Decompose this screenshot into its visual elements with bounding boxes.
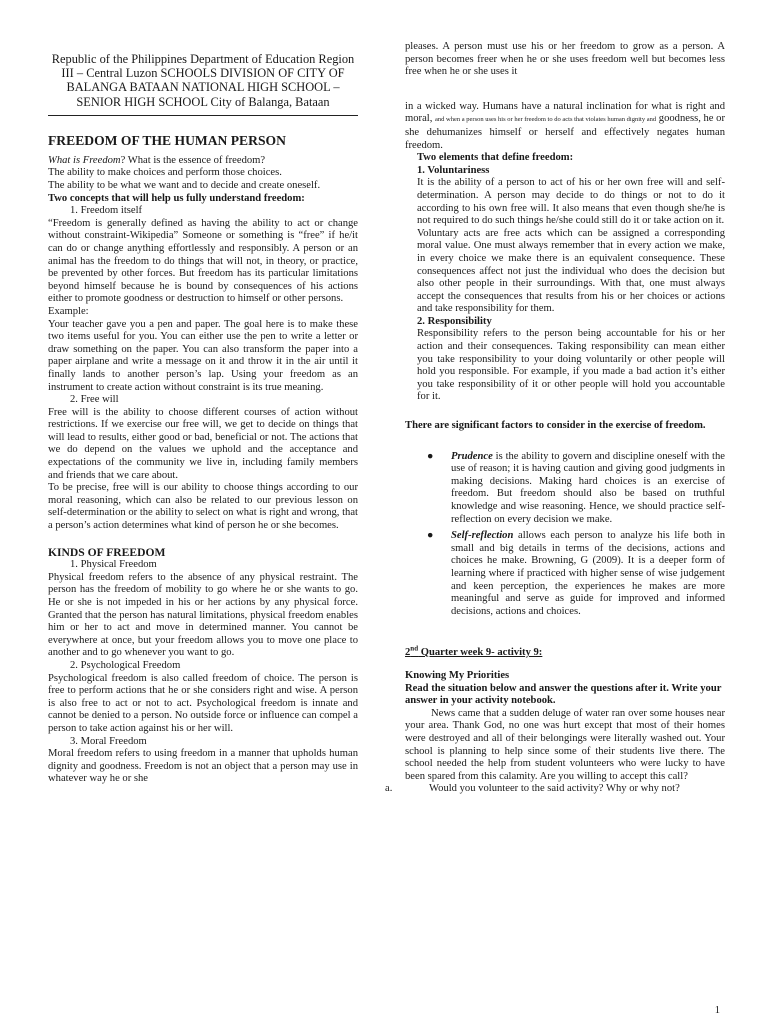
question-a (385, 783, 725, 796)
responsibility-paragraph: Responsibility refers to the person being accountable for his or her action and their consequences. Taking responsibility can mean either you take responsibility to your doing voluntarily or other people will hold you responsible. For example, if you made a bad action it’s either you take responsibility of it or other people will hold you accountable for it. (417, 328, 725, 403)
wicked-text-small: and when a person uses his or her freedom to do acts that violates human dignity and (435, 116, 657, 124)
school-header: Republic of the Philippines Department of Education Region III – Central Luzon SCHOOLS DIVISION OF CITY OF BALANGA BATAAN NATIONAL HIGH SCHOOL – SENIOR HIGH SCHOOL City of Balanga, Bataan (51, 52, 355, 109)
bullet-dot: ● (427, 530, 434, 542)
elements-block (405, 152, 725, 404)
wicked-text-b: goodness, he or she dehumanizes himself or herself and effectively negates human freedom. (405, 113, 725, 151)
prudence-term: Prudence (451, 450, 493, 462)
two-concepts-heading: Two concepts that will help us fully understand freedom: (48, 192, 305, 204)
knowing-heading: Knowing My Priorities (405, 670, 510, 682)
voluntariness-paragraph-1: It is the ability of a person to act of his or her own free will and self-determination. A person may decide to do things or not to do it according to his own free will. It also means that even though she/he is not required to do such things he/she could still do it or take action on it. (417, 177, 725, 227)
concept-free-will: 2. Free will (70, 394, 119, 406)
free-will-paragraph-2: To be precise, free will is our ability to choose things according to our moral reasoning, which can also be related to our previous lesson on self-determination or the ability to select on what is right and wrong, that a person’s action determines what kind of person he or she becomes. (48, 482, 358, 532)
freedom-question (48, 155, 358, 168)
situation-paragraph: News came that a sudden deluge of water ran over some houses near your area. Thank God, no one was hurt except that most of their homes were destroyed and all of their belongings were literally washed out. Your school is planning to help since some of their students live there. The school needed the help from student volunteers who were lucky to have been spared from this calamity. Are you willing to accept this call? (405, 707, 725, 782)
prudence-text: is the ability to govern and discipline oneself with the use of reason; it is having caution and giving good judgments in making decisions. Making hard choices is an exercise of freedom. But freedom should also be based on truthful knowledge and wise reasoning. Hence, we should practice self-reflection on every decision we make. (451, 450, 725, 525)
physical-paragraph: Physical freedom refers to the absence of any physical restraint. The person has the freedom of mobility to go where he or she wants to go. He or she is not impeded in his or her actions by any physical force. Granted that the person has natural limitations, physical freedom enables him or her to act and move in determined manner. You cannot be everywhere at once, but your freedom allows you to move one place to another and to go whenever you want to go. (48, 571, 358, 659)
page-number: 1 (714, 1005, 720, 1016)
kind-moral: 3. Moral Freedom (70, 735, 147, 747)
bullet-dot: ● (427, 450, 434, 462)
element-responsibility: 2. Responsibility (417, 315, 492, 327)
example-label: Example: (48, 305, 89, 317)
kind-psychological: 2. Psychological Freedom (70, 659, 181, 671)
activity-num: 2 (405, 646, 411, 658)
freedom-itself-paragraph: “Freedom is generally defined as having the ability to act or change without constraint-Wikipedia” Someone or something is “free” if he/it can do or change anything effortlessly and responsibly. A person or an animal has the freedom to do things that will not, in theory, or practice, be prevented by other forces. But freedom has its particular limitations beyond himself because he is bound by consequences of his actions either to promote goodness or destruction to himself or other persons. (48, 217, 358, 305)
moral-paragraph: Moral freedom refers to using freedom in a manner that upholds human dignity and goodness. Freedom is not an object that a person may use in whatever way he or she (48, 748, 358, 785)
definition-2: The ability to be what we want and to decide and create oneself. (48, 180, 321, 191)
example-paragraph: Your teacher gave you a pen and paper. The goal here is to make these two items useful for you. You can either use the pen to write a letter or draw something on the paper. You can also transform the paper into a paper airplane and write a message on it and throw it in the air until it finally lands to another person’s lap. Using your freedom as an instrument to create action without constraint is its true meaning. (48, 318, 358, 393)
question-a-letter: a. (385, 783, 393, 795)
element-voluntariness: 1. Voluntariness (417, 164, 490, 176)
bullet-self-reflection (405, 530, 725, 618)
freedom-question-italic: What is Freedom (48, 154, 121, 166)
kinds-heading: KINDS OF FREEDOM (48, 545, 166, 559)
two-elements-heading: Two elements that define freedom: (417, 152, 574, 164)
activity-heading (405, 642, 725, 659)
factors-heading: There are significant factors to consider in the exercise of freedom. (405, 420, 706, 432)
definition-1: The ability to make choices and perform those choices. (48, 167, 282, 179)
left-column (48, 52, 358, 786)
voluntariness-paragraph-2: Voluntary acts are free acts which can be assigned a corresponding moral value. One must always remember that in every action we make, in every choice we make there is an equivalent consequence. These consequences affect not just the individual who does the decision but also other people in their surroundings. With that, one must always accept the consequences that results from his or her choices or actions and take responsibility for them. (417, 227, 725, 315)
freedom-question-rest: ? What is the essence of freedom? (120, 154, 266, 166)
self-reflection-text: allows each person to analyze his life both in small and big details in terms of the decisions, actions and choices he make. Browning, G (2009). It is a deeper form of learning where if practiced with higher sense of wise judgement and keen perception, the experiences he makes are more meaningful and serve as guide for improved and informed decisions, actions and choices. (451, 530, 725, 617)
activity-sup: nd (410, 644, 419, 653)
concept-freedom-itself: 1. Freedom itself (70, 205, 143, 217)
psychological-paragraph: Psychological freedom is also called freedom of choice. The person is free to perform actions that he or she considers right and wise. A person is also free to act or not to act. Psychological freedom is innate and cannot be denied to a person. No outside force or influence can compel a person to take action against his or her will. (48, 672, 358, 734)
wicked-text-a: in a wicked way. Humans have a natural inclination for what is right and moral, (405, 100, 725, 125)
question-a-text: Would you volunteer to the said activity? Why or why not? (429, 783, 680, 795)
page-title: FREEDOM OF THE HUMAN PERSON (48, 132, 286, 148)
activity-rest: Quarter week 9- activity 9: (418, 646, 543, 658)
right-column (385, 41, 725, 796)
self-reflection-term: Self-reflection (451, 530, 514, 542)
moral-continued: pleases. A person must use his or her freedom to grow as a person. A person becomes freer when he or she uses freedom well but becomes less free when he or she uses it (405, 41, 725, 78)
bullet-prudence (405, 451, 725, 527)
instructions: Read the situation below and answer the questions after it. Write your answer in your activity notebook. (405, 682, 722, 707)
free-will-paragraph-1: Free will is the ability to choose different courses of action without restrictions. If we exercise our free will, we get to decide on things that will lead to results, either good or bad, beneficial or not. The actions that we do depend on the values we uphold and the acceptance and expectations of the community we live in, including family members and friends that we care about. (48, 406, 358, 481)
header-divider (48, 115, 358, 116)
kind-physical: 1. Physical Freedom (70, 559, 157, 571)
wicked-paragraph (405, 101, 725, 152)
